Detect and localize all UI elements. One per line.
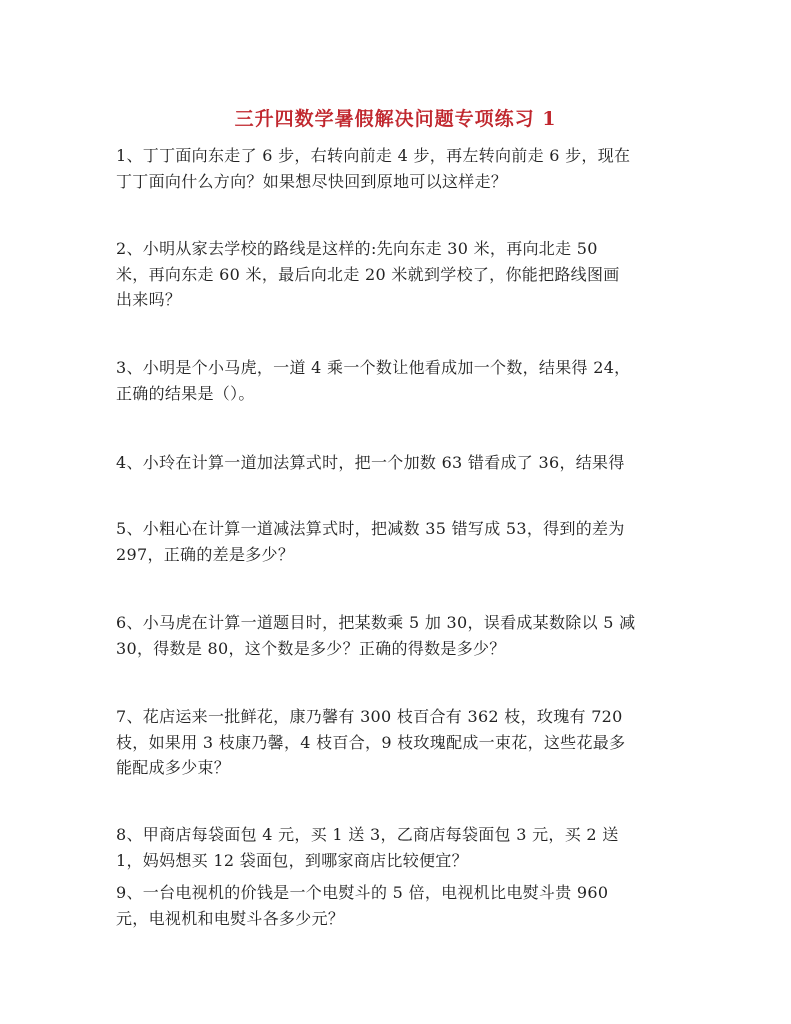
question-line: 丁丁面向什么方向？如果想尽快回到原地可以这样走？ [116,171,508,191]
question-line: 30，得数是 80，这个数是多少？正确的得数是多少？ [116,638,506,658]
question-line: 297，正确的差是多少？ [116,544,295,564]
question-line: 能配成多少束？ [116,758,231,777]
question-3 [116,355,676,406]
question-line: 5、小粗心在计算一道减法算式时，把减数 35 错写成 53，得到的差为 [116,519,625,538]
question-5 [116,516,676,567]
question-7 [116,704,676,781]
question-line: 2、小明从家去学校的路线是这样的:先向东走 30 米，再向北走 50 [116,239,598,258]
question-1 [116,143,676,194]
question-line: 6、小马虎在计算一道题目时，把某数乘 5 加 30，误看成某数除以 5 减 [116,613,636,632]
question-line: 元，电视机和电熨斗各多少元？ [116,908,345,928]
question-line: 1、丁丁面向东走了 6 步，右转向前走 4 步，再左转向前走 6 步，现在 [116,146,631,165]
question-line: 4、小玲在计算一道加法算式时，把一个加数 63 错看成了 36，结果得 [116,453,625,472]
page-title: 三升四数学暑假解决问题专项练习 1 [234,108,557,130]
question-line: 枝，如果用 3 枝康乃馨，4 枝百合，9 枝玫瑰配成一束花，这些花最多 [116,732,626,752]
question-2 [116,236,676,313]
question-line: 9、一台电视机的价钱是一个电熨斗的 5 倍，电视机比电熨斗贵 960 [116,883,609,902]
question-9 [116,880,676,931]
question-line: 7、花店运来一批鲜花，康乃馨有 300 枝百合有 362 枝，玫瑰有 720 [116,707,623,726]
question-line: 1，妈妈想买 12 袋面包，到哪家商店比较便宜？ [116,850,468,870]
question-8 [116,822,676,873]
question-line: 3、小明是个小马虎，一道 4 乘一个数让他看成加一个数，结果得 24， [116,358,631,377]
question-6 [116,610,676,661]
question-line: 出来吗？ [116,290,182,309]
question-line: 正确的结果是（）。 [116,383,255,403]
question-line: 米，再向东走 60 米，最后向北走 20 米就到学校了，你能把路线图画 [116,264,620,284]
question-line: 8、甲商店每袋面包 4 元，买 1 送 3，乙商店每袋面包 3 元，买 2 送 [116,825,619,844]
question-4 [116,450,676,476]
